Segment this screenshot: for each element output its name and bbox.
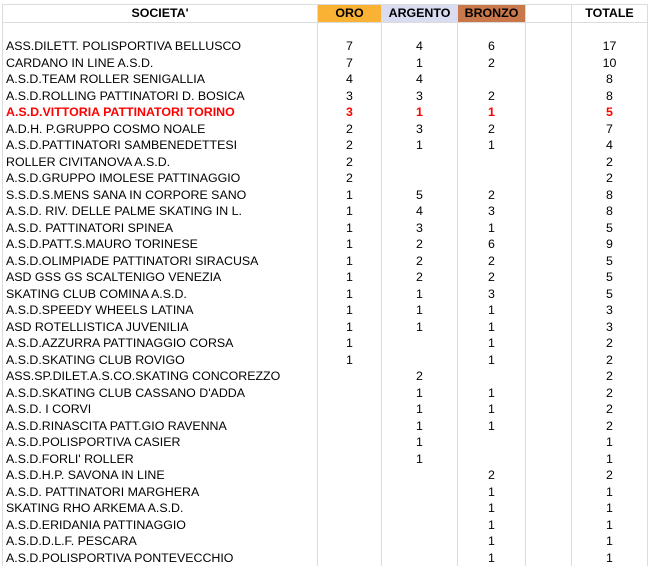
gold-count: 2 bbox=[318, 121, 382, 138]
total-count: 2 bbox=[572, 467, 648, 484]
society-name: ASS.DILETT. POLISPORTIVA BELLUSCO bbox=[3, 38, 318, 55]
table-row bbox=[3, 517, 648, 534]
bronze-count: 2 bbox=[458, 121, 526, 138]
gold-count bbox=[318, 500, 382, 517]
bronze-count: 1 bbox=[458, 418, 526, 435]
silver-count: 2 bbox=[382, 236, 458, 253]
table-row bbox=[3, 401, 648, 418]
gold-count bbox=[318, 385, 382, 402]
silver-count: 4 bbox=[382, 38, 458, 55]
gold-count bbox=[318, 401, 382, 418]
gap-cell bbox=[526, 484, 572, 501]
society-name: A.S.D.SKATING CLUB ROVIGO bbox=[3, 352, 318, 369]
table-row bbox=[3, 352, 648, 369]
bronze-count bbox=[458, 71, 526, 88]
total-count: 10 bbox=[572, 55, 648, 72]
bronze-count bbox=[458, 451, 526, 468]
gold-count bbox=[318, 434, 382, 451]
silver-count bbox=[382, 352, 458, 369]
bronze-count: 1 bbox=[458, 500, 526, 517]
society-name: A.S.D.PATTINATORI SAMBENEDETTESI bbox=[3, 137, 318, 154]
silver-count bbox=[382, 500, 458, 517]
gap-cell bbox=[526, 71, 572, 88]
gap-cell bbox=[526, 418, 572, 435]
table-row bbox=[3, 236, 648, 253]
bronze-count: 1 bbox=[458, 352, 526, 369]
gap-cell bbox=[526, 203, 572, 220]
spacer-row bbox=[3, 23, 648, 39]
table-row bbox=[3, 302, 648, 319]
total-count: 5 bbox=[572, 253, 648, 270]
society-name: A.S.D.RINASCITA PATT.GIO RAVENNA bbox=[3, 418, 318, 435]
table-row bbox=[3, 533, 648, 550]
gap-cell bbox=[526, 517, 572, 534]
gap-cell bbox=[526, 269, 572, 286]
gold-count bbox=[318, 550, 382, 567]
gold-count: 1 bbox=[318, 319, 382, 336]
society-name: CARDANO IN LINE A.S.D. bbox=[3, 55, 318, 72]
bronze-count: 1 bbox=[458, 302, 526, 319]
society-name: A.S.D.GRUPPO IMOLESE PATTINAGGIO bbox=[3, 170, 318, 187]
silver-count: 1 bbox=[382, 286, 458, 303]
gold-count bbox=[318, 418, 382, 435]
gap-cell bbox=[526, 137, 572, 154]
table-row bbox=[3, 71, 648, 88]
gold-count: 3 bbox=[318, 88, 382, 105]
gap-cell bbox=[526, 319, 572, 336]
gold-count: 1 bbox=[318, 253, 382, 270]
gold-count: 1 bbox=[318, 269, 382, 286]
table-row bbox=[3, 269, 648, 286]
table-row bbox=[3, 121, 648, 138]
bronze-count: 2 bbox=[458, 269, 526, 286]
gold-count bbox=[318, 451, 382, 468]
gold-count bbox=[318, 484, 382, 501]
table-row bbox=[3, 467, 648, 484]
bronze-count: 1 bbox=[458, 401, 526, 418]
gap-cell bbox=[526, 368, 572, 385]
bronze-count: 3 bbox=[458, 286, 526, 303]
table-row bbox=[3, 451, 648, 468]
total-count: 1 bbox=[572, 550, 648, 567]
society-name: A.S.D.POLISPORTIVA CASIER bbox=[3, 434, 318, 451]
total-count: 1 bbox=[572, 434, 648, 451]
silver-count bbox=[382, 467, 458, 484]
bronze-count: 1 bbox=[458, 517, 526, 534]
table-row bbox=[3, 203, 648, 220]
silver-count: 1 bbox=[382, 418, 458, 435]
silver-count: 3 bbox=[382, 121, 458, 138]
silver-count: 3 bbox=[382, 88, 458, 105]
total-count: 8 bbox=[572, 71, 648, 88]
table-row bbox=[3, 137, 648, 154]
society-name: ASD GSS GS SCALTENIGO VENEZIA bbox=[3, 269, 318, 286]
silver-count bbox=[382, 154, 458, 171]
silver-count: 1 bbox=[382, 55, 458, 72]
total-count: 1 bbox=[572, 533, 648, 550]
bronze-count: 1 bbox=[458, 319, 526, 336]
total-count: 7 bbox=[572, 121, 648, 138]
total-count: 8 bbox=[572, 88, 648, 105]
silver-count bbox=[382, 517, 458, 534]
table-row bbox=[3, 368, 648, 385]
society-name: A.S.D.AZZURRA PATTINAGGIO CORSA bbox=[3, 335, 318, 352]
gap-cell bbox=[526, 352, 572, 369]
silver-count: 2 bbox=[382, 368, 458, 385]
society-name: A.S.D.H.P. SAVONA IN LINE bbox=[3, 467, 318, 484]
table-row bbox=[3, 154, 648, 171]
gap-cell bbox=[526, 451, 572, 468]
table-row bbox=[3, 286, 648, 303]
silver-count: 2 bbox=[382, 253, 458, 270]
society-name: A.S.D.TEAM ROLLER SENIGALLIA bbox=[3, 71, 318, 88]
bronze-count: 1 bbox=[458, 550, 526, 567]
silver-count: 1 bbox=[382, 319, 458, 336]
gold-count: 1 bbox=[318, 335, 382, 352]
society-name: A.D.H. P.GRUPPO COSMO NOALE bbox=[3, 121, 318, 138]
gold-count bbox=[318, 467, 382, 484]
total-count: 9 bbox=[572, 236, 648, 253]
silver-count: 1 bbox=[382, 401, 458, 418]
total-count: 2 bbox=[572, 170, 648, 187]
silver-count: 4 bbox=[382, 71, 458, 88]
medal-table bbox=[2, 4, 648, 566]
gap-cell bbox=[526, 434, 572, 451]
bronze-count: 3 bbox=[458, 203, 526, 220]
gap-cell bbox=[526, 154, 572, 171]
total-count: 3 bbox=[572, 302, 648, 319]
total-count: 1 bbox=[572, 517, 648, 534]
gap-cell bbox=[526, 104, 572, 121]
gold-count: 2 bbox=[318, 170, 382, 187]
bronze-count bbox=[458, 368, 526, 385]
total-count: 5 bbox=[572, 104, 648, 121]
total-count: 2 bbox=[572, 401, 648, 418]
silver-count bbox=[382, 484, 458, 501]
table-row bbox=[3, 418, 648, 435]
silver-count: 3 bbox=[382, 220, 458, 237]
gold-count bbox=[318, 368, 382, 385]
total-count: 2 bbox=[572, 368, 648, 385]
bronze-count: 6 bbox=[458, 236, 526, 253]
table-row bbox=[3, 550, 648, 567]
silver-count: 1 bbox=[382, 451, 458, 468]
gap-cell bbox=[526, 220, 572, 237]
bronze-count bbox=[458, 170, 526, 187]
society-name: A.S.D.OLIMPIADE PATTINATORI SIRACUSA bbox=[3, 253, 318, 270]
society-name: A.S.D.D.L.F. PESCARA bbox=[3, 533, 318, 550]
bronze-count: 2 bbox=[458, 467, 526, 484]
bronze-count: 1 bbox=[458, 533, 526, 550]
silver-count bbox=[382, 550, 458, 567]
total-count: 2 bbox=[572, 385, 648, 402]
header-totale: TOTALE bbox=[572, 5, 648, 23]
gold-count: 4 bbox=[318, 71, 382, 88]
society-name: ROLLER CIVITANOVA A.S.D. bbox=[3, 154, 318, 171]
bronze-count: 2 bbox=[458, 253, 526, 270]
table-row bbox=[3, 385, 648, 402]
bronze-count: 2 bbox=[458, 187, 526, 204]
society-name: A.S.D. PATTINATORI MARGHERA bbox=[3, 484, 318, 501]
bronze-count: 1 bbox=[458, 335, 526, 352]
gold-count bbox=[318, 533, 382, 550]
gold-count: 1 bbox=[318, 302, 382, 319]
header-bronzo: BRONZO bbox=[458, 5, 526, 23]
gap-cell bbox=[526, 467, 572, 484]
society-name: A.S.D. I CORVI bbox=[3, 401, 318, 418]
gap-cell bbox=[526, 550, 572, 567]
society-name: A.S.D.VITTORIA PATTINATORI TORINO bbox=[3, 104, 318, 121]
gold-count: 2 bbox=[318, 137, 382, 154]
gold-count: 2 bbox=[318, 154, 382, 171]
bronze-count: 6 bbox=[458, 38, 526, 55]
table-body bbox=[3, 23, 648, 567]
gap-cell bbox=[526, 236, 572, 253]
total-count: 8 bbox=[572, 203, 648, 220]
table-row bbox=[3, 434, 648, 451]
total-count: 1 bbox=[572, 484, 648, 501]
silver-count: 1 bbox=[382, 302, 458, 319]
gold-count: 1 bbox=[318, 286, 382, 303]
silver-count: 1 bbox=[382, 434, 458, 451]
bronze-count: 2 bbox=[458, 55, 526, 72]
table-row bbox=[3, 253, 648, 270]
gold-count bbox=[318, 517, 382, 534]
header-gap bbox=[526, 5, 572, 23]
table-row bbox=[3, 335, 648, 352]
society-name: A.S.D.SKATING CLUB CASSANO D'ADDA bbox=[3, 385, 318, 402]
silver-count bbox=[382, 533, 458, 550]
total-count: 17 bbox=[572, 38, 648, 55]
table-row bbox=[3, 319, 648, 336]
society-name: A.S.D.POLISPORTIVA PONTEVECCHIO bbox=[3, 550, 318, 567]
silver-count: 1 bbox=[382, 385, 458, 402]
gap-cell bbox=[526, 385, 572, 402]
total-count: 8 bbox=[572, 187, 648, 204]
total-count: 5 bbox=[572, 220, 648, 237]
header-societa: SOCIETA' bbox=[3, 5, 318, 23]
gap-cell bbox=[526, 253, 572, 270]
gap-cell bbox=[526, 335, 572, 352]
society-name: SKATING CLUB COMINA A.S.D. bbox=[3, 286, 318, 303]
gap-cell bbox=[526, 401, 572, 418]
total-count: 2 bbox=[572, 154, 648, 171]
gold-count: 3 bbox=[318, 104, 382, 121]
total-count: 4 bbox=[572, 137, 648, 154]
society-name: A.S.D.FORLI' ROLLER bbox=[3, 451, 318, 468]
society-name: SKATING RHO ARKEMA A.S.D. bbox=[3, 500, 318, 517]
bronze-count: 2 bbox=[458, 88, 526, 105]
society-name: A.S.D. RIV. DELLE PALME SKATING IN L. bbox=[3, 203, 318, 220]
society-name: A.S.D.ROLLING PATTINATORI D. BOSICA bbox=[3, 88, 318, 105]
table-row bbox=[3, 220, 648, 237]
bronze-count: 1 bbox=[458, 385, 526, 402]
society-name: A.S.D.ERIDANIA PATTINAGGIO bbox=[3, 517, 318, 534]
table-row bbox=[3, 88, 648, 105]
bronze-count: 1 bbox=[458, 104, 526, 121]
gap-cell bbox=[526, 55, 572, 72]
silver-count bbox=[382, 335, 458, 352]
gap-cell bbox=[526, 533, 572, 550]
header-argento: ARGENTO bbox=[382, 5, 458, 23]
gold-count: 1 bbox=[318, 352, 382, 369]
table-row bbox=[3, 38, 648, 55]
table-row bbox=[3, 484, 648, 501]
gold-count: 1 bbox=[318, 187, 382, 204]
society-name: ASS.SP.DILET.A.S.CO.SKATING CONCOREZZO bbox=[3, 368, 318, 385]
table-row bbox=[3, 187, 648, 204]
gap-cell bbox=[526, 88, 572, 105]
gap-cell bbox=[526, 286, 572, 303]
total-count: 2 bbox=[572, 352, 648, 369]
silver-count: 4 bbox=[382, 203, 458, 220]
silver-count bbox=[382, 170, 458, 187]
total-count: 5 bbox=[572, 286, 648, 303]
society-name: A.S.D.PATT.S.MAURO TORINESE bbox=[3, 236, 318, 253]
silver-count: 5 bbox=[382, 187, 458, 204]
table-row bbox=[3, 500, 648, 517]
total-count: 3 bbox=[572, 319, 648, 336]
silver-count: 2 bbox=[382, 269, 458, 286]
bronze-count: 1 bbox=[458, 137, 526, 154]
gap-cell bbox=[526, 500, 572, 517]
society-name: A.S.D.SPEEDY WHEELS LATINA bbox=[3, 302, 318, 319]
silver-count: 1 bbox=[382, 104, 458, 121]
silver-count: 1 bbox=[382, 137, 458, 154]
gap-cell bbox=[526, 302, 572, 319]
table-row bbox=[3, 55, 648, 72]
gap-cell bbox=[526, 170, 572, 187]
bronze-count: 1 bbox=[458, 484, 526, 501]
total-count: 1 bbox=[572, 451, 648, 468]
header-oro: ORO bbox=[318, 5, 382, 23]
gap-cell bbox=[526, 121, 572, 138]
total-count: 2 bbox=[572, 418, 648, 435]
gold-count: 7 bbox=[318, 55, 382, 72]
gap-cell bbox=[526, 187, 572, 204]
total-count: 5 bbox=[572, 269, 648, 286]
gold-count: 1 bbox=[318, 220, 382, 237]
society-name: S.S.D.S.MENS SANA IN CORPORE SANO bbox=[3, 187, 318, 204]
bronze-count: 1 bbox=[458, 220, 526, 237]
society-name: ASD ROTELLISTICA JUVENILIA bbox=[3, 319, 318, 336]
gold-count: 1 bbox=[318, 236, 382, 253]
gap-cell bbox=[526, 38, 572, 55]
bronze-count bbox=[458, 434, 526, 451]
society-name: A.S.D. PATTINATORI SPINEA bbox=[3, 220, 318, 237]
table-row bbox=[3, 170, 648, 187]
header-row bbox=[3, 5, 648, 23]
gold-count: 7 bbox=[318, 38, 382, 55]
bronze-count bbox=[458, 154, 526, 171]
total-count: 2 bbox=[572, 335, 648, 352]
total-count: 1 bbox=[572, 500, 648, 517]
gold-count: 1 bbox=[318, 203, 382, 220]
table-row bbox=[3, 104, 648, 121]
